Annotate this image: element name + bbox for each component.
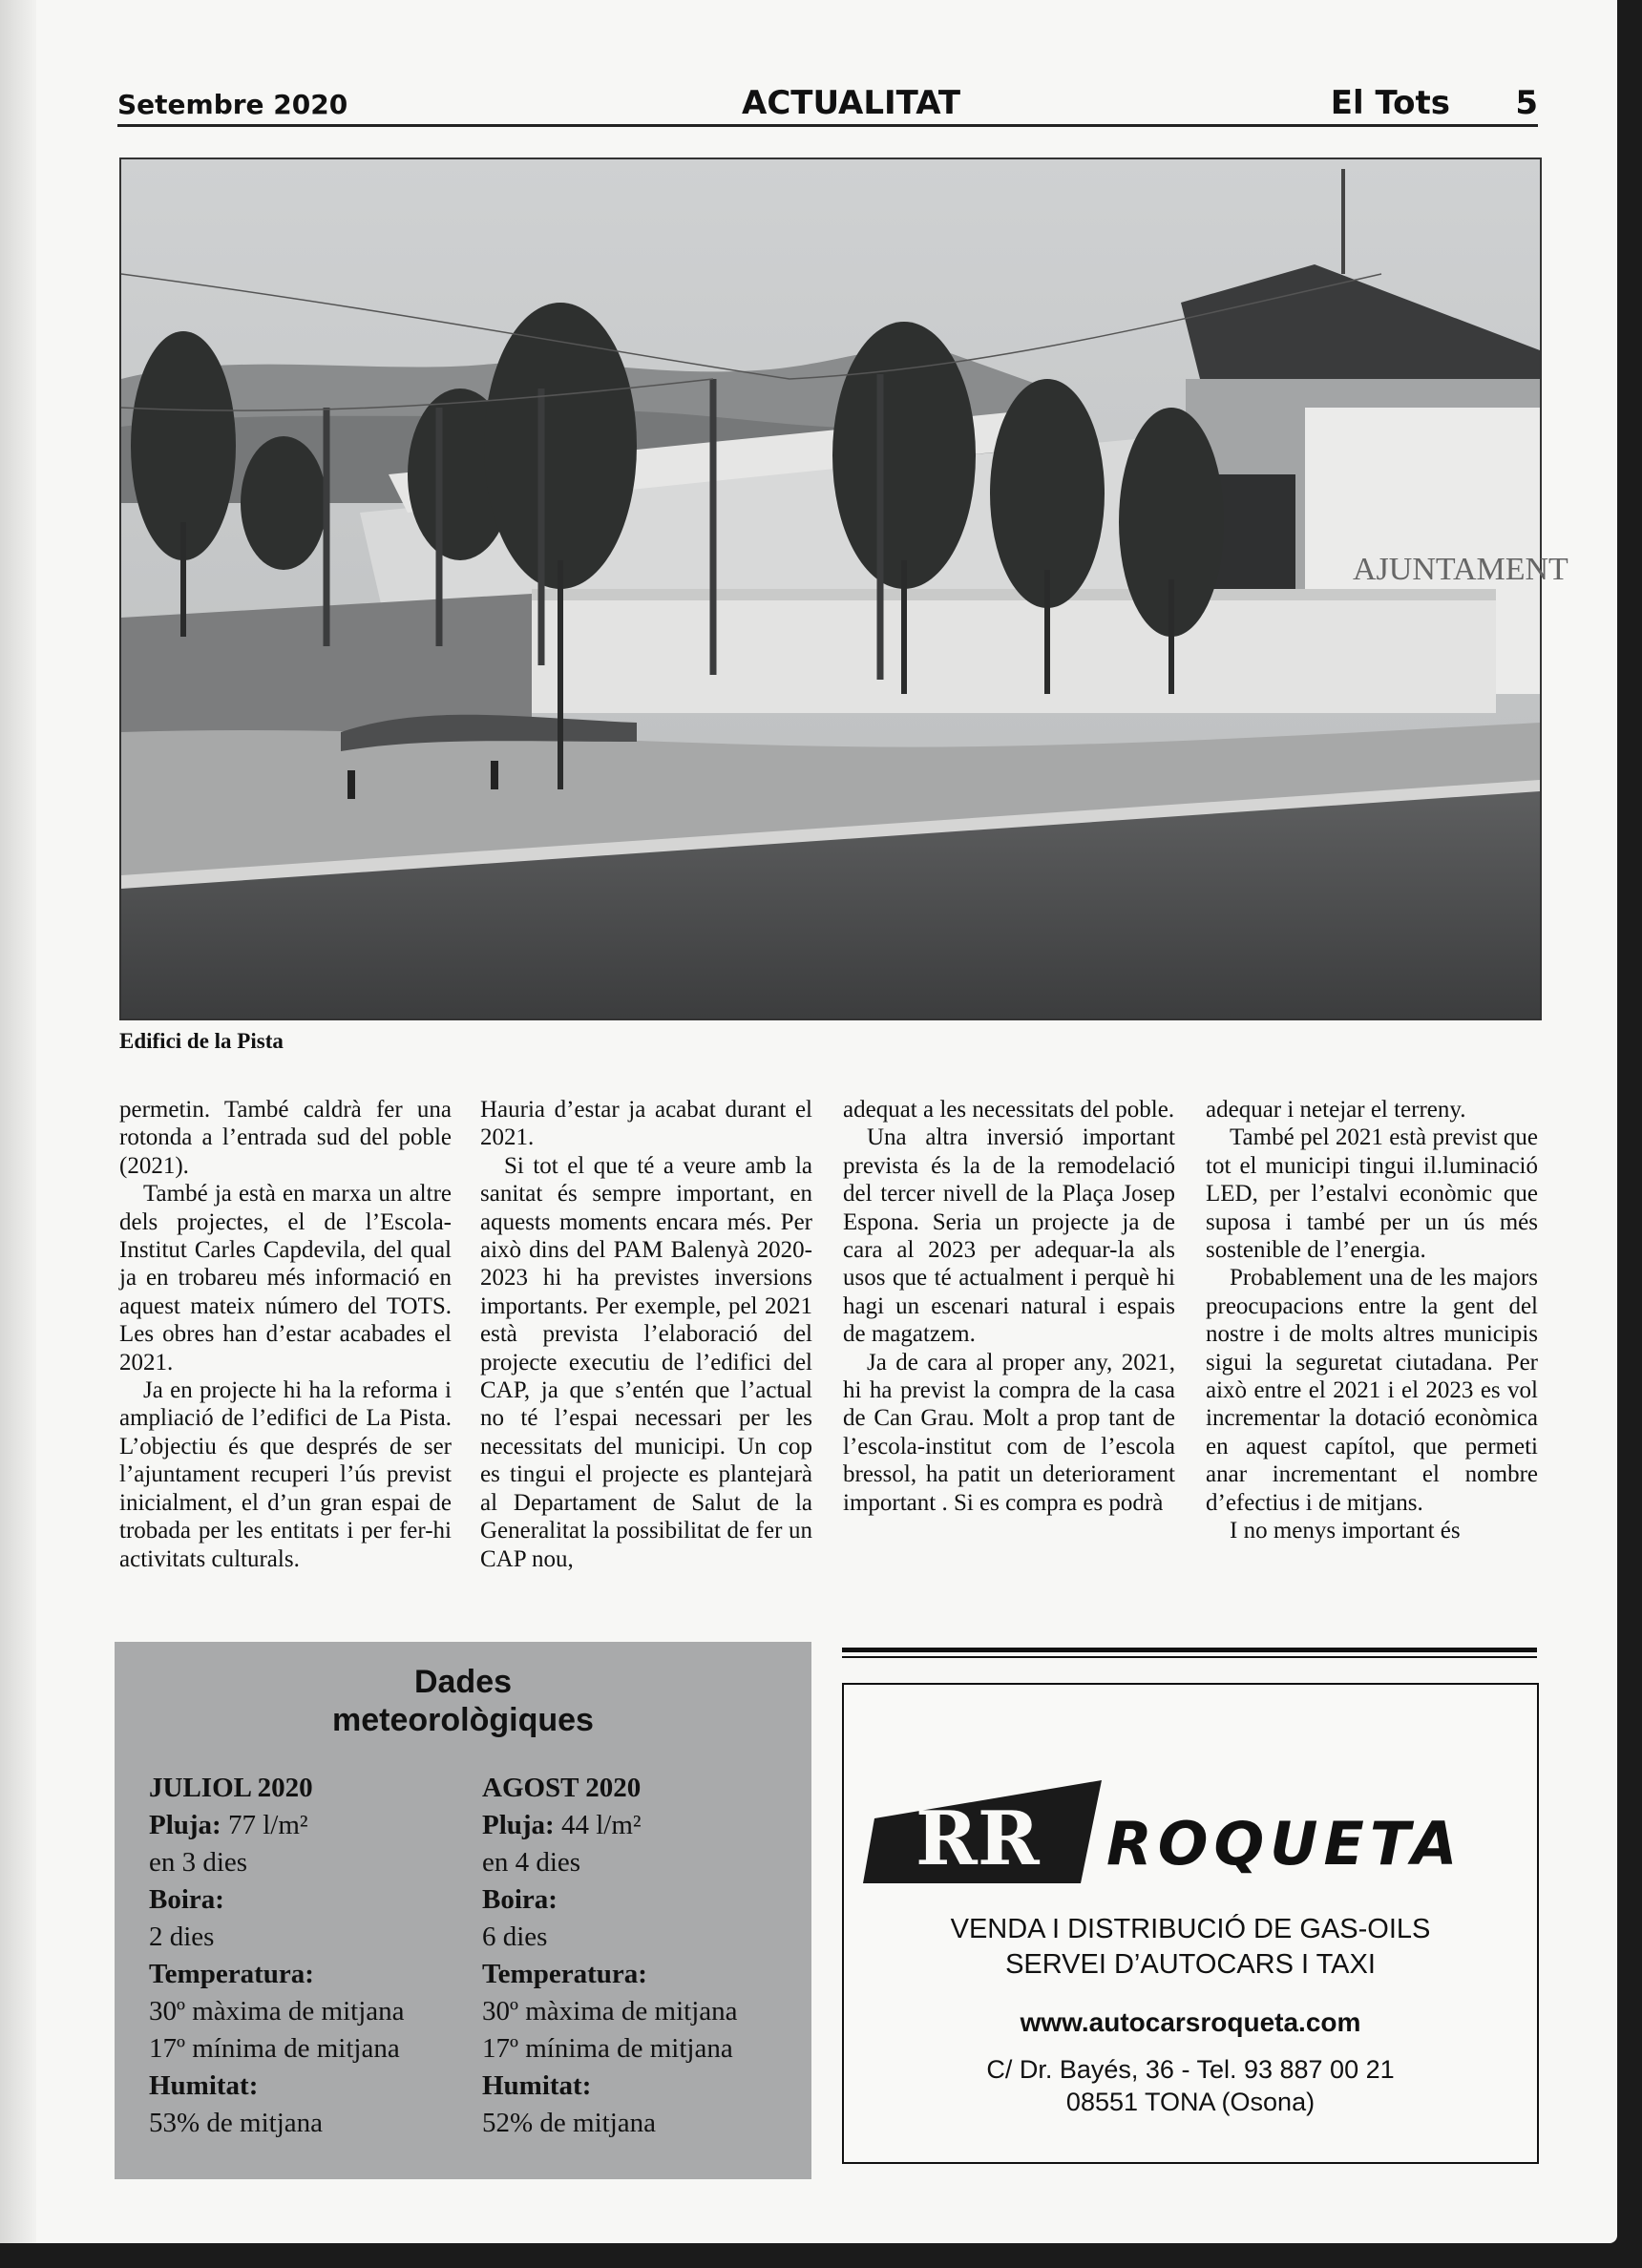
temperature-label: Temperatura: (149, 1959, 314, 1989)
paragraph: Hauria d’estar ja acabat durant el 2021. (480, 1097, 812, 1151)
article-column-2 (480, 1096, 812, 1611)
photo-caption: Edifici de la Pista (119, 1029, 284, 1053)
rain-days: en 3 dies (149, 1847, 248, 1878)
fog-label: Boira: (149, 1884, 224, 1915)
section-title: ACTUALITAT (742, 84, 961, 122)
month-heading: JULIOL 2020 (149, 1773, 313, 1803)
weather-title (115, 1663, 811, 1739)
ad-top-rule (842, 1648, 1537, 1652)
weather-box (115, 1642, 811, 2179)
page-binding-edge (0, 0, 36, 2243)
rain-value: 44 l/m² (560, 1810, 642, 1840)
fog-value: 2 dies (149, 1922, 215, 1952)
ad-service-fuel: VENDA I DISTRIBUCIÓ DE GAS-OILS (950, 1914, 1431, 1944)
ad-town: 08551 TONA (Osona) (1065, 2088, 1316, 2116)
paragraph: adequar i netejar el terreny. (1206, 1097, 1466, 1123)
month-heading: AGOST 2020 (482, 1773, 642, 1803)
temperature-max: 30º màxima de mitjana (149, 1996, 405, 2026)
paragraph: Probablement una de les majors preocupacions entre la gent del nostre i de molts altres municipis sigui la seguretat ciutadana. Per això entre el 2021 i el 2023 es vol incrementar la dotació econòmica en aquest capítol, que permeti anar incrementant el nombre d’efectius i de mitjans. (1206, 1265, 1538, 1516)
issue-date: Setembre 2020 (117, 89, 348, 120)
building-sign-text: AJUNTAMENT (1353, 552, 1568, 587)
paragraph: I no menys important és (1230, 1518, 1461, 1544)
article-column-4 (1206, 1096, 1538, 1611)
ad-top-rule-thin (842, 1656, 1537, 1658)
paragraph: Ja en projecte hi ha la reforma i ampliació de l’edifici de La Pista. L’objectiu és que després de ser l’ajuntament recuperi l’ús previst inicialment, el d’un gran espai de trobada per les entitats i per fer-hi activitats culturals. (119, 1377, 452, 1572)
humidity-value: 53% de mitjana (149, 2108, 324, 2138)
fog-value: 6 dies (482, 1922, 548, 1952)
paragraph: Una altra inversió important prevista és la de la remodelació del tercer nivell de la Plaça Josep Espona. Seria un projecte ja de cara al 2023 per adequar-la als usos que té actualment i perquè hi hagi un escenari natural i espais de magatzem. (843, 1124, 1175, 1348)
rain-label: Pluja: (482, 1810, 555, 1840)
paragraph: adequat a les necessitats del poble. (843, 1097, 1175, 1123)
temperature-min: 17º mínima de mitjana (149, 2033, 400, 2064)
building-photo-illustration (121, 159, 1568, 1018)
roqueta-logo (863, 1780, 1522, 1885)
ad-website: www.autocarsroqueta.com (1020, 2007, 1361, 2037)
paragraph: permetin. També caldrà fer una rotonda a l’entrada sud del poble (2021). (119, 1097, 452, 1179)
rain-value: 77 l/m² (227, 1810, 308, 1840)
humidity-label: Humitat: (149, 2070, 259, 2101)
page-number: 5 (1515, 84, 1538, 122)
rain-days: en 4 dies (482, 1847, 581, 1878)
article-column-3 (843, 1096, 1175, 1611)
logo-mark: RR (916, 1796, 1040, 1882)
rain-label: Pluja: (149, 1810, 221, 1840)
paragraph: També ja està en marxa un altre dels projectes, el de l’Escola-Institut Carles Capdevila, del qual ja en trobareu més informació en aquest mateix número del TOTS. Les obres han d’estar acabades el 2021. (119, 1181, 452, 1376)
ad-address: C/ Dr. Bayés, 36 - Tel. 93 887 00 21 (986, 2055, 1395, 2084)
weather-month-august (482, 1770, 738, 2142)
publication-name: El Tots (1330, 84, 1450, 122)
weather-title-line-2: meteorològiques (332, 1702, 594, 1738)
article-body (119, 1096, 1538, 1611)
article-photo (119, 158, 1568, 1020)
paragraph: Ja de cara al proper any, 2021, hi ha previst la compra de la casa de Can Grau. Molt a prop tant de l’escola-institut com de l’escola bressol, ha patit un deteriorament important . Si es compra es podrà (843, 1349, 1175, 1516)
roqueta-advertisement (842, 1683, 1539, 2164)
temperature-min: 17º mínima de mitjana (482, 2033, 733, 2064)
temperature-label: Temperatura: (482, 1959, 647, 1989)
weather-title-line-1: Dades (413, 1664, 513, 1700)
paragraph: Si tot el que té a veure amb la sanitat és sempre important, en aquests moments encara més. Per això dins del PAM Balenyà 2020-2023 hi ha previstes inversions importants. Per exemple, pel 2021 està prevista l’elaboració del projecte executiu de l’edifici del CAP, ja que s’entén que l’actual no té l’espai necessari per les necessitats del municipi. Un cop es tingui el projecte es plantejarà al Departament de Salut de la Generalitat la possibilitat de fer un CAP nou, (480, 1152, 812, 1572)
weather-month-july (149, 1770, 405, 2142)
logo-wordmark: ROQUETA (1106, 1809, 1463, 1879)
fog-label: Boira: (482, 1884, 558, 1915)
humidity-value: 52% de mitjana (482, 2108, 657, 2138)
article-column-1 (119, 1096, 452, 1611)
ad-service-coach: SERVEI D’AUTOCARS I TAXI (1005, 1949, 1376, 1980)
temperature-max: 30º màxima de mitjana (482, 1996, 738, 2026)
humidity-label: Humitat: (482, 2070, 592, 2101)
page-header (117, 80, 1538, 127)
paragraph: També pel 2021 està previst que tot el municipi tingui il.luminació LED, per l’estalvi econòmic que suposa i també per un ús més sostenible de l’energia. (1206, 1124, 1538, 1264)
